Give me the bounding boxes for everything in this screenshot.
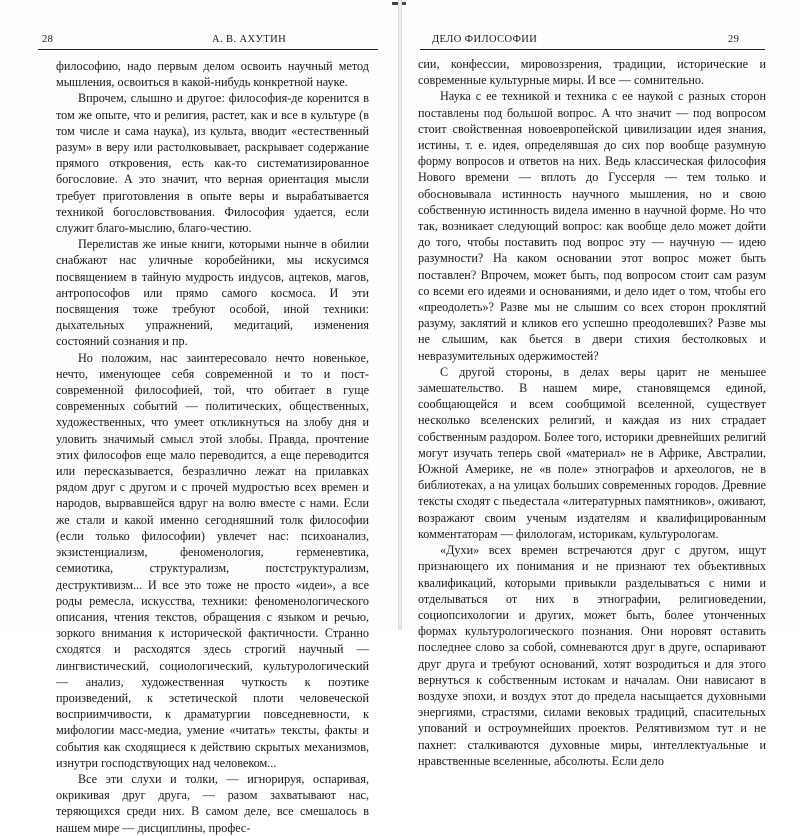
paragraph: сии, конфессии, мировоззрения, традиции, исторические и современные культурные миры. И все — сомнительно. xyxy=(418,57,766,88)
paragraph: Все эти слухи и толки, — игнорируя, оспаривая, окрикивая друг друга, — разом захватывают нас, теряющихся среди них. В самом деле, все смешалось в нашем мире — дисциплины, профес- xyxy=(56,771,369,835)
right-page xyxy=(402,0,800,768)
running-head: ДЕЛО ФИЛОСОФИИ xyxy=(432,34,538,45)
paragraph: Впрочем, слышно и другое: философия-де коренится в том же опыте, что и религия, растет, как и все в культуре (в том числе и сама наука), из культа, вводит «естественный разум» в веру или растолковывает, раскрывает содержание прямого откровения, есть как-то систематизированное богословие. А это значит, что верная ориентация мысли требует приготовления в опыте веры и вырабатывается техникой богословствования. Философия удается, если служит благо-мыслию, благо-честию. xyxy=(56,91,369,236)
paragraph: Перелистав же иные книги, которыми нынче в обилии снабжают нас уличные коробейники, мы искусимся посвящением в тайную мудрость индусов, ацтеков, магов, антропософов или прямо самого космоса. И эти посвящения тоже требуют особой, иной техники: дыхательных упражнений, медитаций, изменения состояний сознания и пр. xyxy=(56,237,369,349)
paragraph: «Духи» всех времен встречаются друг с другом, ищут признающего их понимания и не признают тех объективных квалификаций, которыми привыкли разделываться с ними и отделываться от них в этнографии, религиоведении, социопсихологии и других, может быть, более утонченных формах культурологического познания. Они норовят оставить последнее слово за собой, сомневаются друг в друге, оспаривают друг друга и требуют оснований, хотят возродиться и для этого вернуться к собственным истокам и началам. Они нависают в воздухе эпохи, и воздух этот до предела насыщается духовными энергиями, страстями, силами вековых традиций, спасительных упований и остроумнейших проектов. Релятивизмом тут и не пахнет: сталкиваются духовные миры, интеллектуальные и нравственные вселенные, абсолюты. Если дело xyxy=(418,543,766,768)
page-number: 28 xyxy=(42,34,54,45)
header-rule xyxy=(38,49,378,50)
page-number: 29 xyxy=(728,34,740,45)
paragraph: Наука с ее техникой и техника с ее наукой с разных сторон поставлены под большой вопрос. А что значит — под вопросом стоит свойственная новоевропейской цивилизации идея знания, истины, т. е. идея, определявшая до сих пор вообще разумную форму вопросов и ответов на них. Ведь классическая философия Нового времени — вплоть до Гуссерля — тем только и обосновывала истинность научного мышления, но и свою собственную истинность видела именно в научной форме. Но что так, возникает следующий вопрос: как вообще дело может дойти до того, чтобы поставить под вопрос эту — научную — идею разумности? На каком основании этот вопрос может быть поставлен? Впрочем, может быть, под вопросом стоит сам разум со всеми его идеями и основаниями, и дело идет о том, чтобы его «преодолеть»? Разве мы не слышим со всех сторон проклятий разуму, заклятий и кликов его успешно преодолевших? Разве мы не слышим, как бьется в двери стихия бестолковых и невразумительных одержимостей? xyxy=(418,89,766,363)
paragraph: Но положим, нас заинтересовало нечто новенькое, нечто, именующее себя современной и то и пост-современной философией, той, что обитает в гуще современных событий — политических, общественных, художественных, что умеет откликнуться на злобу дня и уловить значимый смысл этой злобы. Правда, прочтение этих философов еще мало переводится, а еще переводится или пересказывается, безразлично лежат на прилавках рядом друг с другом и с прочей мудростью всех времен и народов, вырвавшейся вдруг на волю вместе с нами. Если же стали и какой именно сегодняшний толк философии (если только философии) увлечет нас: психоанализ, экзистенциализм, феноменология, герменевтика, семиотика, структурализм, постструктурализм, деструктивизм... И все это тоже не просто «идеи», а все роды ремесла, искусства, техники: феноменологического описания, чтения текстов, обращения с языком и речью, зоркого внимания к исторической фактичности. Странно сходятся и расходятся здесь строгий научный — лингвистический, социологический, культурологический — анализ, художественная чуткость к поэтике произведений, к эстетической плоти человеческой восприимчивости, к драматургии повседневности, к мифологии масс-медиа, умение «читать» тексты, факты и события как сходящиеся к действию скрытых механизмов, изнутри господствующих над человеком... xyxy=(56,350,369,770)
paragraph: С другой стороны, в делах веры царит не меньшее замешательство. В нашем мире, становящемся единой, сообщающейся и всем сообщимой вселенной, существует несколько вселенских религий, и каждая из них страдает собственным раздором. Более того, историки древнейших религий могут изучать теперь свой «материал» не в Африке, Австралии, Южной Америке, не «в поле» этнографов и археологов, не в библиотеках, а на улицах больших современных городов. Древние тексты сходят с пьедестала «литературных памятников», оживают, возражают своим ученым издателям и квалифицированным комментаторам — филологам, историкам, культурологам. xyxy=(418,364,766,541)
body-text xyxy=(418,56,766,769)
header-rule xyxy=(420,49,765,50)
paragraph: философию, надо первым делом освоить научный метод мышления, освоиться в какой-нибудь конкретной науке. xyxy=(56,59,369,90)
body-text xyxy=(56,58,369,836)
running-head: А. В. АХУТИН xyxy=(212,34,287,45)
left-page xyxy=(0,0,398,835)
